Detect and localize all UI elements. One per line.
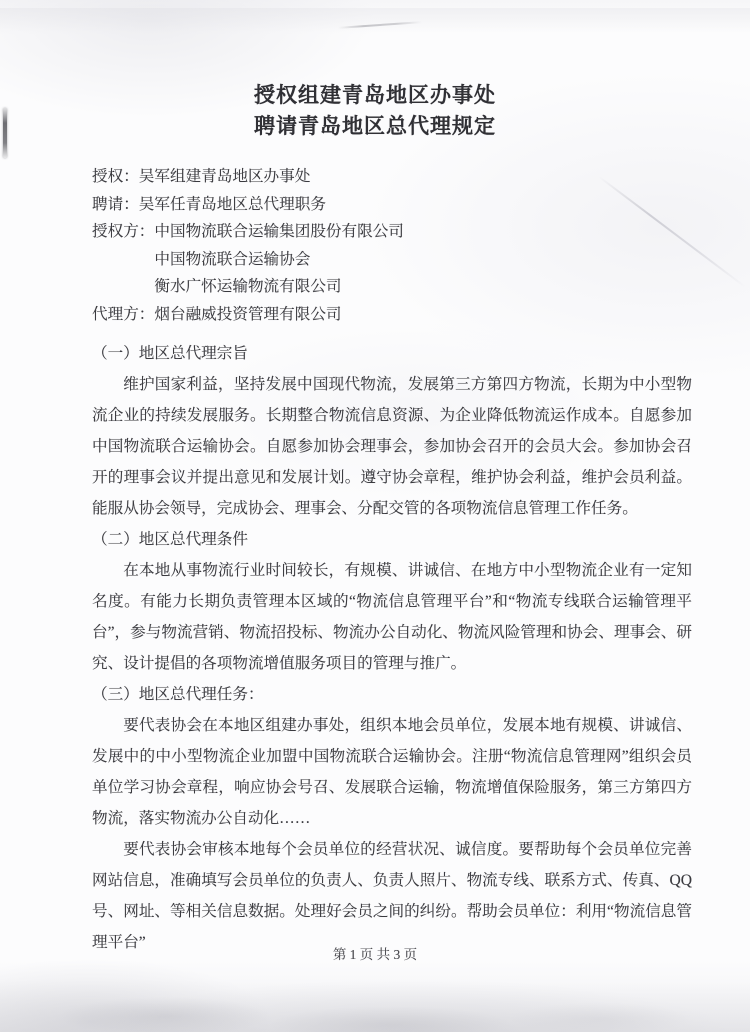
field-row-appoint bbox=[92, 191, 702, 219]
scan-shade-top bbox=[0, 8, 750, 34]
field-row-authorizer-2 bbox=[92, 246, 702, 274]
section-heading-1: （一）地区总代理宗旨 bbox=[92, 345, 248, 362]
scan-shade-bottom bbox=[0, 980, 750, 1032]
section-heading-3: （三）地区总代理任务： bbox=[92, 686, 264, 703]
page-number: 第 1 页 共 3 页 bbox=[332, 947, 418, 962]
field-value: 衡水广怀运输物流有限公司 bbox=[154, 278, 342, 295]
field-label: 授权： bbox=[92, 168, 139, 185]
section-3-paragraph-1: 要代表协会在本地区组建办事处，组织本地会员单位，发展本地有规模、讲诚信、发展中的中小型物流企业加盟中国物流联合运输协会。注册“物流信息管理网”组织会员单位学习协会章程，响应协会号召、发展联合运输，物流增值保险服务，第三方第四方物流，落实物流办公自动化…… bbox=[92, 717, 692, 827]
field-label: 授权方： bbox=[92, 223, 155, 240]
document-body bbox=[92, 338, 692, 958]
field-value: 中国物流联合运输集团股份有限公司 bbox=[154, 223, 404, 240]
document-title bbox=[0, 80, 750, 142]
field-row-authorizer-3 bbox=[92, 273, 702, 301]
field-value: 烟台融威投资管理有限公司 bbox=[154, 305, 342, 323]
field-row-agent bbox=[92, 301, 702, 329]
section-heading-2: （二）地区总代理条件 bbox=[92, 531, 248, 548]
field-row-authorize bbox=[92, 163, 702, 191]
field-value: 吴军组建青岛地区办事处 bbox=[138, 168, 311, 185]
authorization-fields bbox=[92, 163, 702, 328]
pencil-mark bbox=[338, 21, 422, 29]
section-2-paragraph: 在本地从事物流行业时间较长，有规模、讲诚信、在地方中小型物流企业有一定知名度。有能力长期负责管理本区域的“物流信息管理平台”和“物流专线联合运输管理平台”，参与物流营销、物流招投标、物流办公自动化、物流风险管理和协会、理事会、研究、设计提倡的各项物流增值服务项目的管理与推广。 bbox=[92, 562, 692, 672]
field-value: 中国物流联合运输协会 bbox=[154, 250, 311, 268]
field-row-authorizer bbox=[92, 218, 702, 246]
section-1-paragraph: 维护国家利益，坚持发展中国现代物流，发展第三方第四方物流，长期为中小型物流企业的持续发展服务。长期整合物流信息资源、为企业降低物流运作成本。自愿参加中国物流联合运输协会。自愿参加协会理事会，参加协会召开的会员大会。参加协会召开的理事会议并提出意见和发展计划。遵守协会章程，维护协会利益，维护会员利益。能服从协会领导，完成协会、理事会、分配交管的各项物流信息管理工作任务。 bbox=[92, 376, 692, 517]
field-value: 吴军任青岛地区总代理职务 bbox=[138, 195, 326, 213]
field-label: 代理方： bbox=[92, 305, 155, 323]
section-3-paragraph-2: 要代表协会审核本地每个会员单位的经营状况、诚信度。要帮助每个会员单位完善网站信息，准确填写会员单位的负责人、负责人照片、物流专线、联系方式、传真、QQ 号、网址、等相关信息数据。处理好会员之间的纠纷。帮助会员单位：利用“物流信息管理平台” bbox=[92, 841, 692, 951]
field-label: 聘请： bbox=[92, 195, 139, 213]
document-title-line-1: 授权组建青岛地区办事处 bbox=[254, 83, 496, 107]
document-title-line-2: 聘请青岛地区总代理规定 bbox=[254, 114, 496, 138]
